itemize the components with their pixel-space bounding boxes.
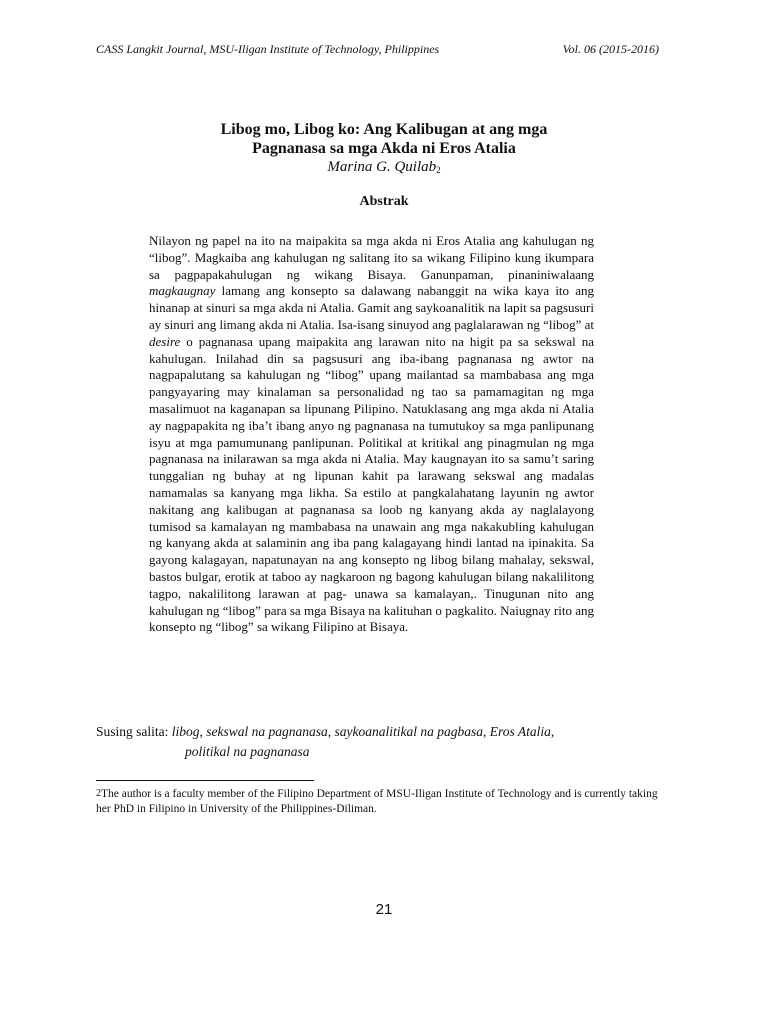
author-footnote-marker: 2 — [436, 165, 441, 175]
abstract-emphasis-1: magkaugnay — [149, 283, 216, 299]
keywords-text-2: politikal na pagnanasa — [185, 744, 310, 759]
abstract-body — [149, 233, 594, 636]
journal-name: CASS Langkit Journal, MSU-Iligan Institute of Technology, Philippines — [96, 42, 440, 56]
abstract-part-2: lamang ang konsepto sa dalawang nabanggit na wika kaya ito ang hinanap at sinuri sa mga akda ni Atalia. Gamit ang saykoanalitik na lapit sa pagsusuri ay sinuri ang limang akda ni Atalia. Isa-isang sinuyod ang paglalarawan ng “libog” at — [149, 283, 595, 332]
abstract-emphasis-2: desire — [149, 333, 181, 349]
keywords-text-1: libog, sekswal na pagnanasa, saykoanalitikal na pagbasa, Eros Atalia, — [171, 724, 555, 739]
page-number: 21 — [375, 901, 393, 918]
abstract-part-1: Nilayon ng papel na ito na maipakita sa mga akda ni Eros Atalia ang kahulugan ng “libog”. Magkaiba ang kahulugan ng salitang ito sa wikang Filipino kung ikumpara sa pagpapakahulugan ng wikang Bisaya. Ganunpaman, pinaniniwalaang — [149, 233, 594, 282]
footnote — [96, 787, 671, 816]
footnote-marker: 2 — [96, 788, 101, 799]
footnote-divider — [96, 780, 314, 781]
running-header — [96, 42, 659, 57]
keywords-label: Susing salita: — [96, 724, 169, 739]
author-text: Marina G. Quilab — [327, 159, 437, 175]
author-name — [96, 158, 672, 178]
paper-title-line-2: Pagnanasa sa mga Akda ni Eros Atalia — [252, 140, 516, 157]
volume-info: Vol. 06 (2015-2016) — [562, 42, 659, 56]
abstract-part-3: o pagnanasa upang maipakita ang larawan nito na higit pa sa sekswal na kahulugan. Inilahad din sa pagsusuri ang iba-ibang pagnanasa ng awtor na nagpapalutang sa kahulugan ng “libog” upang mailantad sa mambabasa ang mga pangyayaring may kinalaman sa personalidad ng tao sa pamamagitan ng mga masalimuot na kaganapan sa lipunang Pilipino. Natuklasang ang mga akda ni Atalia ay nagpapakita ng iba’t ibang anyo ng pagnanasa na tumutukoy sa mga panlipunang isyu at mga pamumunang panlipunan. Politikal at kritikal ang pinagmulan ng mga pagnanasa na inilarawan sa mga akda ni Atalia. May kaugnayan ito sa samu’t saring tunggalian ng buhay at ng lipunan kahit pa larawang sekswal ang madalas namamalas sa kanyang mga likha. Sa estilo at pangkalahatang layunin ng awtor nakitang ang kalibugan at pagnanasa sa loob ng kanyang akda ay naglalayong tumisod sa kamalayan ng mambabasa na unawain ang mga nakakubling kahulugan ng kanyang akda at salaminin ang iba pang kalagayang hindi lantad na ipinakita. Sa gayong kalagayan, napatunayan na ang konsepto ng libog bilang mahalay, sekswal, bastos bulgar, erotik at taboo ay nagkaroon ng bagong kahulugan bilang nakalilitong tagpo, nakalilitong larawan at pag- unawa sa kamalayan,. Tinugunan nito ang kahulugan ng “libog” para sa mga Bisaya na kalituhan o pagkalito. Naiugnay rito ang konsepto ng “libog” sa wikang Filipino at Bisaya. — [149, 333, 595, 635]
abstract-heading: Abstrak — [359, 194, 409, 209]
keywords-section — [96, 722, 656, 762]
title-block — [96, 120, 672, 178]
paper-title-line-1: Libog mo, Libog ko: Ang Kalibugan at ang mga — [220, 121, 548, 138]
keywords-line-1 — [96, 722, 656, 742]
footnote-text: The author is a faculty member of the Filipino Department of MSU-Iligan Institute of Technology and is currently taking her PhD in Filipino in University of the Philippines-Diliman. — [96, 788, 658, 815]
